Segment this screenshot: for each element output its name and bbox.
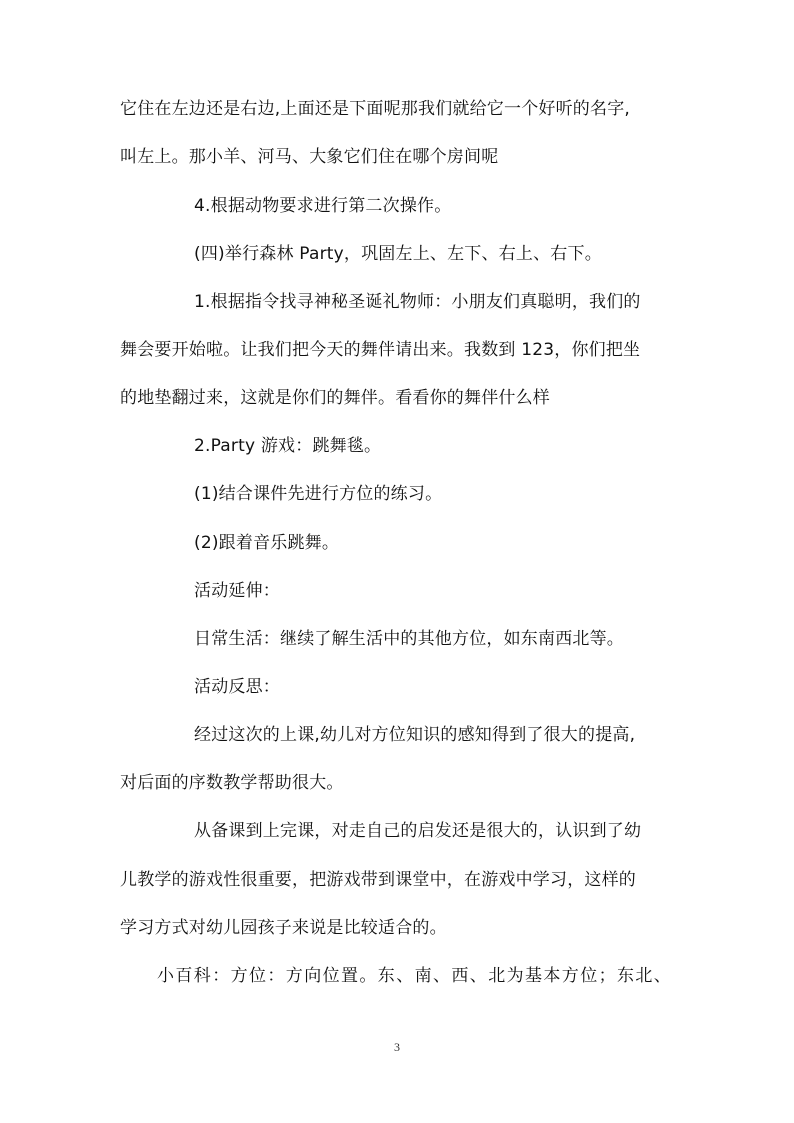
page-number: 3 bbox=[394, 1040, 400, 1054]
paragraph-line: 舞会要开始啦。让我们把今天的舞伴请出来。我数到 123，你们把坐 bbox=[120, 340, 641, 360]
paragraph-line: 日常生活：继续了解生活中的其他方位，如东南西北等。 bbox=[194, 629, 624, 649]
paragraph-line: 经过这次的上课,幼儿对方位知识的感知得到了很大的提高, bbox=[194, 725, 636, 745]
paragraph-line: 的地垫翻过来，这就是你们的舞伴。看看你的舞伴什么样 bbox=[120, 388, 550, 408]
paragraph-line: 2.Party 游戏：跳舞毯。 bbox=[194, 436, 382, 456]
paragraph-line: 儿教学的游戏性很重要，把游戏带到课堂中，在游戏中学习，这样的 bbox=[120, 870, 636, 890]
paragraph-line: 它住在左边还是右边,上面还是下面呢那我们就给它一个好听的名字, bbox=[120, 99, 631, 119]
paragraph-line: 对后面的序数教学帮助很大。 bbox=[120, 773, 344, 793]
paragraph-line: 活动反思： bbox=[194, 677, 280, 697]
paragraph-line: 学习方式对幼儿园孩子来说是比较适合的。 bbox=[120, 918, 447, 938]
paragraph-line: (1)结合课件先进行方位的练习。 bbox=[194, 484, 443, 504]
paragraph-line: 1.根据指令找寻神秘圣诞礼物师：小朋友们真聪明，我们的 bbox=[194, 292, 641, 312]
paragraph-line: (2)跟着音乐跳舞。 bbox=[194, 533, 340, 553]
paragraph-line: (四)举行森林 Party，巩固左上、左下、右上、右下。 bbox=[194, 244, 602, 264]
paragraph-line: 叫左上。那小羊、河马、大象它们住在哪个房间呢 bbox=[120, 147, 499, 167]
paragraph-line: 活动延伸： bbox=[194, 581, 280, 601]
paragraph-line: 从备课到上完课，对走自己的启发还是很大的，认识到了幼 bbox=[194, 821, 642, 841]
paragraph-line: 4.根据动物要求进行第二次操作。 bbox=[194, 196, 452, 216]
paragraph-line: 小百科：方位：方向位置。东、南、西、北为基本方位；东北、 bbox=[157, 966, 673, 986]
